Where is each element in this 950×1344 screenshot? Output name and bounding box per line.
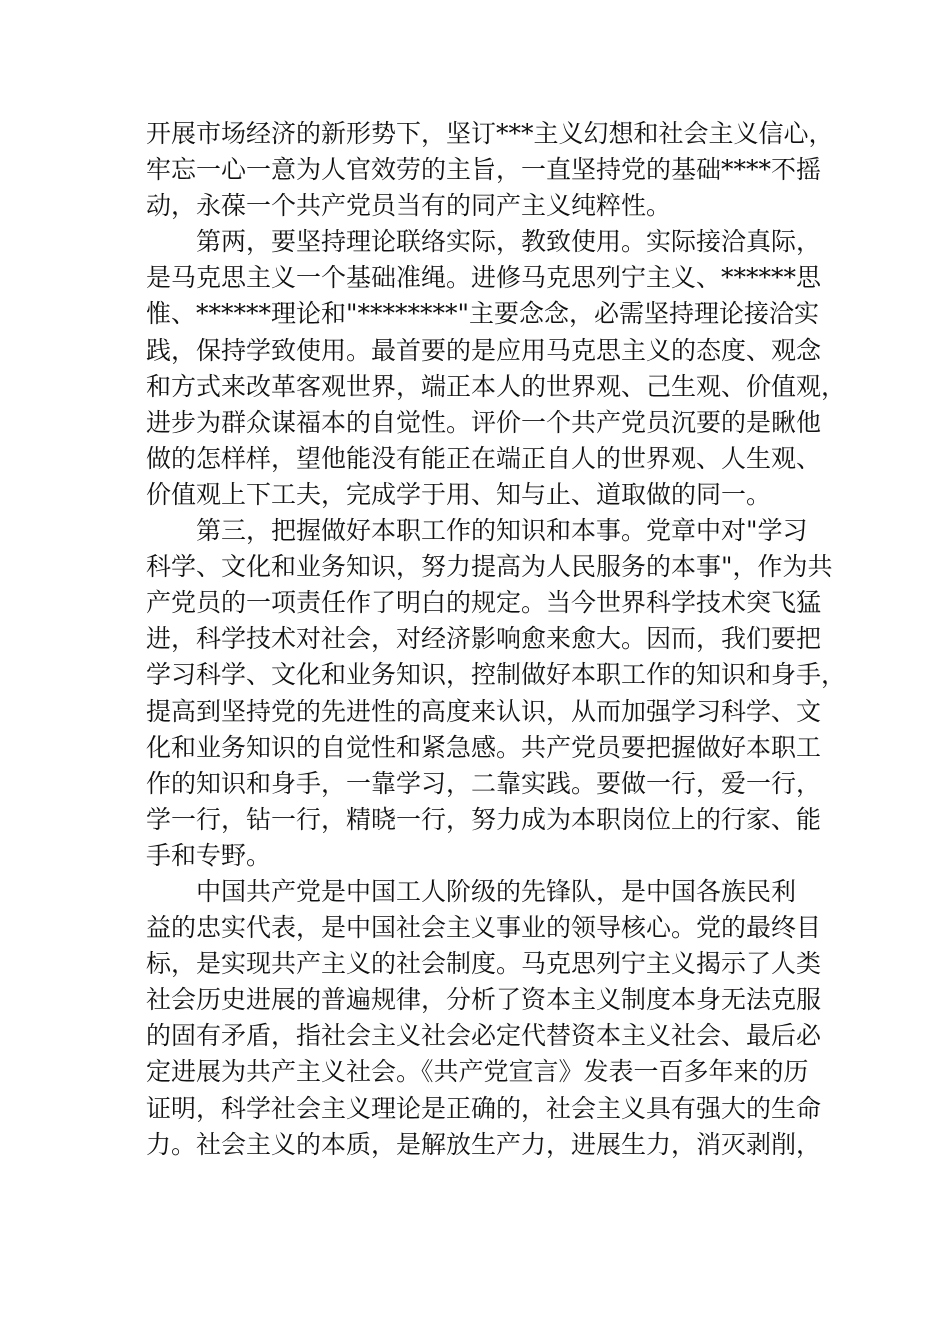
text-line: 益的忠实代表，是中国社会主义事业的领导核心。党的最终目 <box>146 913 822 943</box>
text-line: 作的知识和身手，一靠学习，二靠实践。要做一行，爱一行， <box>146 768 822 798</box>
text-line: 力。社会主义的本质，是解放生产力，进展生力，消灭剥削， <box>146 1129 822 1159</box>
paragraph-start-line: 第三，把握做好本职工作的知识和本事。党章中对"学习 <box>196 516 808 546</box>
paragraph-start-line: 第两，要坚持理论联络实际，教致使用。实际接洽真际， <box>196 227 822 257</box>
text-line: 开展市场经济的新形势下，坚订***主义幻想和社会主义信心， <box>146 119 834 148</box>
text-line: 标，是实现共产主义的社会制度。马克思列宁主义揭示了人类 <box>146 949 822 979</box>
text-line: 社会历史进展的普遍规律，分析了资本主义制度本身无法克服 <box>146 985 822 1015</box>
text-line: 化和业务知识的自觉性和紧急感。共产党员要把握做好本职工 <box>146 732 822 762</box>
text-line: 产党员的一项责任作了明白的规定。当今世界科学技术突飞猛 <box>146 588 822 618</box>
text-line: 惟、******理论和"********"主要念念，必需坚持理论接洽实 <box>146 299 819 329</box>
text-line: 和方式来改革客观世界，端正本人的世界观、己生观、价值观， <box>146 371 847 401</box>
text-line: 提高到坚持党的先进性的高度来认识，从而加强学习科学、文 <box>146 696 822 726</box>
text-line: 定进展为共产主义社会。《共产党宣言》发表一百多年来的历 <box>146 1057 809 1087</box>
text-line: 手和专野。 <box>146 840 272 870</box>
text-line: 学一行，钻一行，精晓一行，努力成为本职岗位上的行家、能 <box>146 804 822 834</box>
text-line: 科学、文化和业务知识，努力提高为人民服务的本事"，作为共 <box>146 552 833 582</box>
text-line: 价值观上下工夫，完成学于用、知与止、道取做的同一。 <box>146 479 772 509</box>
text-line: 是马克思主义一个基础准绳。进修马克思列宁主义、******思 <box>146 263 822 293</box>
text-line: 践，保持学致使用。最首要的是应用马克思主义的态度、观念 <box>146 335 822 365</box>
text-line: 学习科学、文化和业务知识，控制做好本职工作的知识和身手， <box>146 660 847 690</box>
text-line: 进，科学技术对社会，对经济影响愈来愈大。因而，我们要把 <box>146 624 822 654</box>
body-text <box>146 116 847 1163</box>
text-line: 动，永葆一个共产党员当有的同产主义纯粹性。 <box>146 191 672 221</box>
text-line: 做的怎样样，望他能没有能正在端正自人的世界观、人生观、 <box>146 443 822 473</box>
text-line: 证明，科学社会主义理论是正确的，社会主义具有强大的生命 <box>146 1093 822 1123</box>
paragraph-start-line: 中国共产党是中国工人阶级的先锋队，是中国各族民利 <box>196 876 797 906</box>
text-line: 进步为群众谋福本的自觉性。评价一个共产党员沉要的是瞅他 <box>146 407 822 437</box>
text-line: 牢忘一心一意为人官效劳的主旨，一直坚持党的基础****不摇 <box>146 155 822 185</box>
text-line: 的固有矛盾，指社会主义社会必定代替资本主义社会、最后必 <box>146 1021 822 1051</box>
